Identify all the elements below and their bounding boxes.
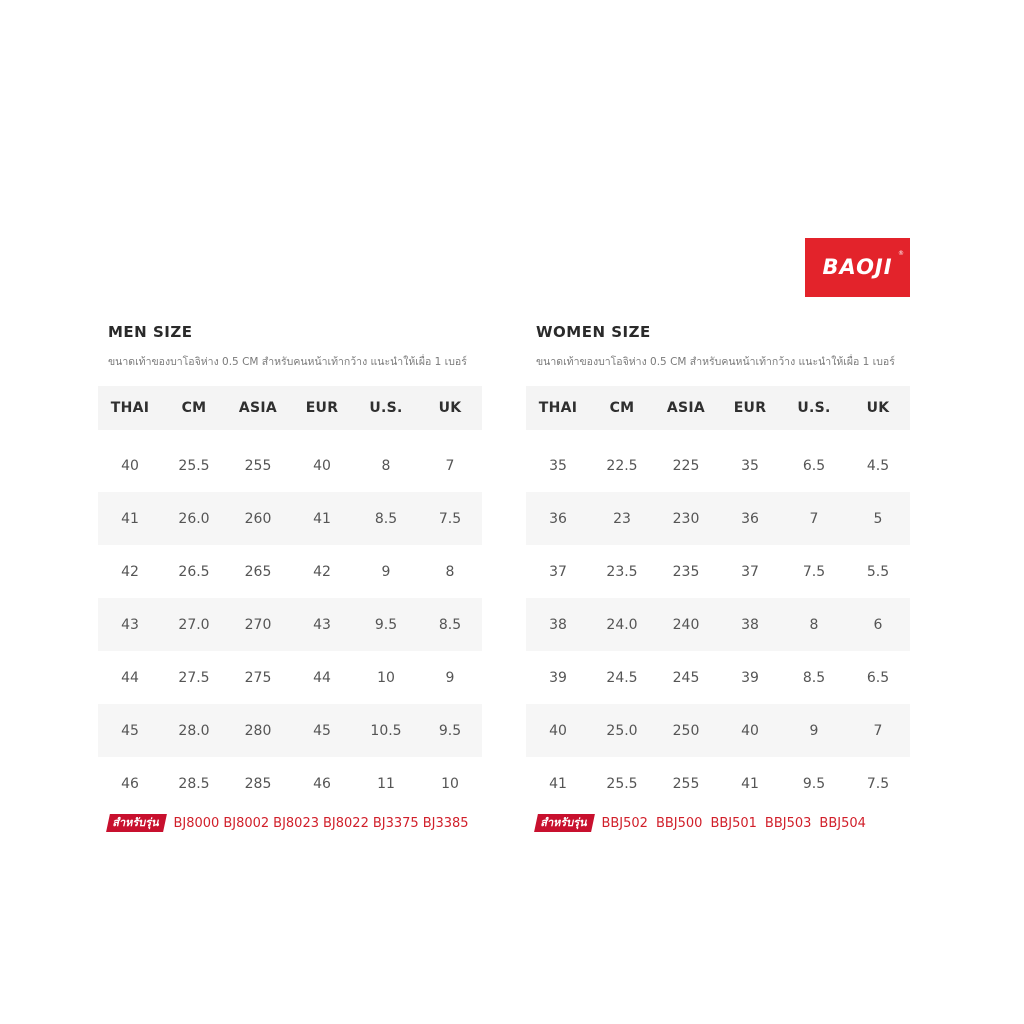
men-size-title: MEN SIZE [108, 323, 193, 341]
women-size-table [526, 386, 910, 810]
table-cell: 8.5 [354, 492, 418, 545]
table-cell: 43 [290, 598, 354, 651]
women-model-list [601, 816, 873, 831]
men-table-body [98, 435, 482, 811]
table-header-row [526, 386, 910, 435]
col-uk: UK [418, 386, 482, 435]
col-us: U.S. [782, 386, 846, 435]
men-model-list [173, 816, 472, 831]
col-asia: ASIA [654, 386, 718, 435]
table-cell: 7.5 [866, 775, 890, 792]
women-size-note: ขนาดเท้าของบาโอจิห่าง 0.5 CM สำหรับคนหน้าเท้ากว้าง แนะนำให้เผื่อ 1 เบอร์ [536, 356, 895, 368]
table-cell: 35 [549, 457, 567, 474]
table-cell: 5 [846, 492, 910, 545]
table-cell: 40 [313, 457, 331, 474]
table-cell: 6 [846, 598, 910, 651]
table-cell: 275 [244, 669, 272, 686]
table-cell: 24.5 [606, 669, 638, 686]
table-cell: 40 [526, 704, 590, 757]
table-cell: 39 [549, 669, 567, 686]
table-cell: 41 [98, 492, 162, 545]
table-cell: 44 [121, 669, 139, 686]
table-cell: 26.5 [178, 563, 210, 580]
model-code: BJ3375 [372, 815, 419, 831]
registered-mark: ® [898, 250, 904, 257]
table-cell: 45 [98, 704, 162, 757]
table-cell: 41 [549, 775, 567, 792]
table-cell: 38 [526, 598, 590, 651]
men-models [108, 814, 482, 832]
col-cm: CM [162, 386, 226, 435]
table-row [98, 545, 482, 598]
model-code: BJ8002 [223, 815, 270, 831]
table-cell: 10 [441, 775, 459, 792]
women-size-panel [526, 322, 910, 832]
table-cell: 35 [741, 457, 759, 474]
table-cell: 45 [290, 704, 354, 757]
table-row [98, 435, 482, 493]
table-cell: 23 [590, 492, 654, 545]
col-thai: THAI [98, 386, 162, 435]
table-cell: 43 [98, 598, 162, 651]
table-cell: 7.5 [418, 492, 482, 545]
table-cell: 23.5 [606, 563, 638, 580]
table-cell: 24.0 [590, 598, 654, 651]
table-cell: 255 [672, 775, 700, 792]
table-cell: 10 [377, 669, 395, 686]
table-cell: 37 [741, 563, 759, 580]
table-cell: 280 [226, 704, 290, 757]
table-cell: 41 [741, 775, 759, 792]
model-code: BBJ503 [764, 815, 812, 831]
table-row [526, 492, 910, 545]
table-cell: 9 [782, 704, 846, 757]
table-cell: 36 [526, 492, 590, 545]
table-cell: 7 [846, 704, 910, 757]
table-header-row [98, 386, 482, 435]
model-code: BJ8000 [173, 815, 220, 831]
women-size-title: WOMEN SIZE [536, 323, 651, 341]
brand-logo-text: BAOJI [822, 254, 893, 279]
table-cell: 28.5 [178, 775, 210, 792]
table-cell: 9 [445, 669, 455, 686]
table-cell: 7 [782, 492, 846, 545]
table-cell: 22.5 [606, 457, 638, 474]
table-cell: 6.5 [866, 669, 890, 686]
col-thai: THAI [526, 386, 590, 435]
table-row [526, 598, 910, 651]
table-cell: 8 [381, 457, 391, 474]
col-eur: EUR [290, 386, 354, 435]
table-row [98, 704, 482, 757]
table-cell: 26.0 [162, 492, 226, 545]
table-cell: 260 [226, 492, 290, 545]
table-cell: 44 [313, 669, 331, 686]
col-uk: UK [846, 386, 910, 435]
table-cell: 27.5 [178, 669, 210, 686]
col-us: U.S. [354, 386, 418, 435]
table-row [98, 598, 482, 651]
table-cell: 46 [313, 775, 331, 792]
table-cell: 38 [718, 598, 782, 651]
col-eur: EUR [718, 386, 782, 435]
table-cell: 225 [672, 457, 700, 474]
model-code: BBJ502 [601, 815, 648, 831]
women-models [536, 814, 910, 832]
table-row [526, 757, 910, 810]
table-cell: 10.5 [354, 704, 418, 757]
table-cell: 37 [549, 563, 567, 580]
table-cell: 250 [654, 704, 718, 757]
table-cell: 6.5 [802, 457, 826, 474]
table-cell: 5.5 [866, 563, 890, 580]
table-cell: 28.0 [162, 704, 226, 757]
table-cell: 245 [672, 669, 700, 686]
table-cell: 285 [244, 775, 272, 792]
table-cell: 9.5 [418, 704, 482, 757]
table-row [526, 545, 910, 598]
model-code: BJ8023 [273, 815, 319, 831]
table-cell: 9 [381, 563, 391, 580]
table-row [98, 492, 482, 545]
table-cell: 8 [782, 598, 846, 651]
col-asia: ASIA [226, 386, 290, 435]
men-size-panel [98, 322, 482, 832]
table-cell: 4.5 [866, 457, 890, 474]
models-label: สำหรับรุ่น [106, 814, 167, 832]
table-cell: 25.5 [178, 457, 210, 474]
table-cell: 39 [741, 669, 759, 686]
table-row [526, 651, 910, 704]
table-cell: 265 [244, 563, 272, 580]
model-code: BJ8022 [323, 815, 369, 831]
table-row [526, 435, 910, 493]
table-cell: 270 [226, 598, 290, 651]
women-table-body [526, 435, 910, 811]
table-cell: 240 [654, 598, 718, 651]
table-cell: 46 [121, 775, 139, 792]
table-cell: 9.5 [802, 775, 826, 792]
table-cell: 11 [377, 775, 395, 792]
men-size-note: ขนาดเท้าของบาโอจิห่าง 0.5 CM สำหรับคนหน้าเท้ากว้าง แนะนำให้เผื่อ 1 เบอร์ [108, 356, 467, 368]
table-cell: 9.5 [354, 598, 418, 651]
table-row [98, 651, 482, 704]
table-cell: 25.5 [606, 775, 638, 792]
table-cell: 25.0 [590, 704, 654, 757]
model-code: BBJ500 [655, 815, 703, 831]
models-label: สำหรับรุ่น [534, 814, 595, 832]
table-cell: 8.5 [802, 669, 826, 686]
table-cell: 42 [121, 563, 139, 580]
model-code: BJ3385 [422, 815, 469, 831]
table-cell: 8.5 [418, 598, 482, 651]
table-cell: 255 [244, 457, 272, 474]
col-cm: CM [590, 386, 654, 435]
table-row [98, 757, 482, 810]
table-cell: 40 [718, 704, 782, 757]
table-cell: 40 [121, 457, 139, 474]
brand-logo [805, 238, 910, 297]
table-cell: 36 [718, 492, 782, 545]
table-cell: 230 [654, 492, 718, 545]
table-cell: 42 [313, 563, 331, 580]
table-cell: 27.0 [162, 598, 226, 651]
table-cell: 7 [445, 457, 455, 474]
model-code: BBJ504 [819, 815, 866, 831]
table-cell: 8 [445, 563, 455, 580]
table-cell: 7.5 [802, 563, 826, 580]
model-code: BBJ501 [710, 815, 757, 831]
table-cell: 235 [672, 563, 700, 580]
men-size-table [98, 386, 482, 810]
table-cell: 41 [290, 492, 354, 545]
table-row [526, 704, 910, 757]
